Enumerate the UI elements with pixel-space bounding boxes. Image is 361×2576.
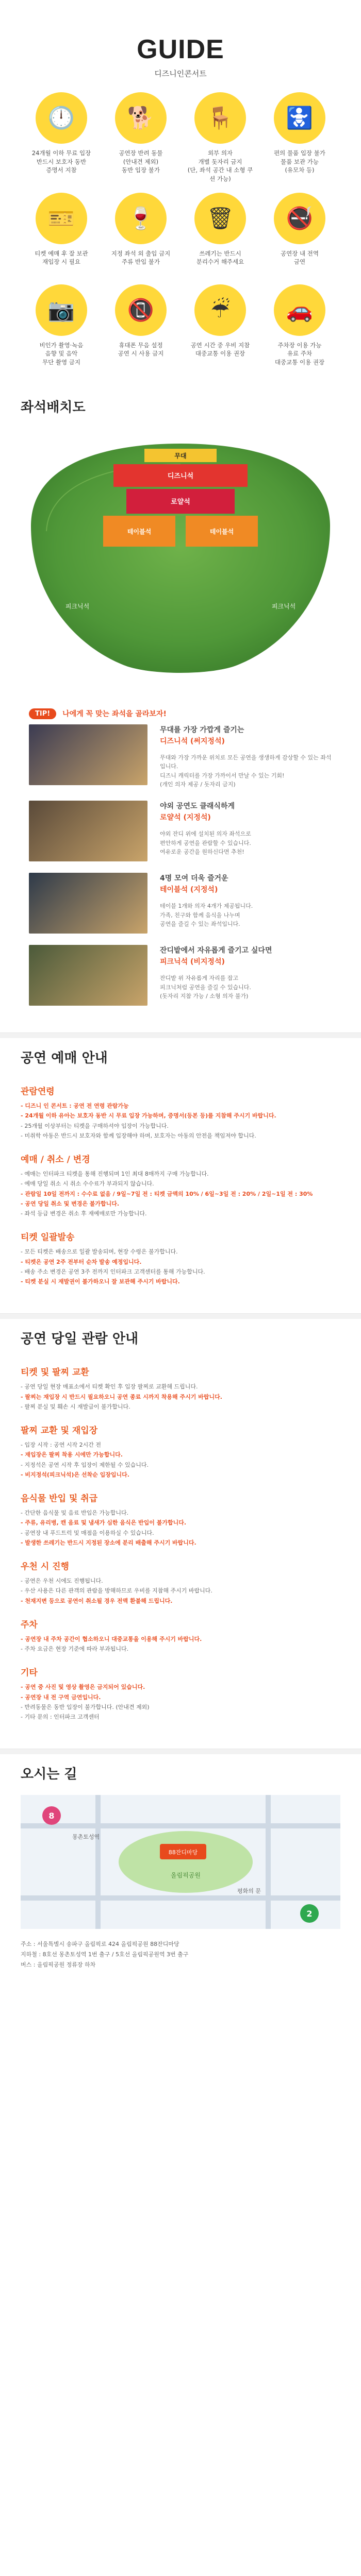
section-divider	[0, 1313, 361, 1319]
onsite-section	[0, 1319, 361, 1749]
notice-block	[21, 1665, 340, 1722]
tip-badge: TIP!	[29, 708, 56, 719]
parking-icon: 🚗	[274, 284, 325, 336]
notice-line: - 공연장 내 주차 공간이 협소하오니 대중교통을 이용해 주시기 바랍니다.	[21, 1635, 202, 1642]
notice-block-title: 팔찌 교환 및 재입장	[21, 1426, 98, 1436]
notice-line: - 25개월 이상부터는 티켓을 구매하셔야 입장이 가능합니다.	[21, 1122, 169, 1129]
notice-block-title: 티켓 일괄발송	[21, 1232, 75, 1243]
section-divider	[0, 1749, 361, 1754]
guide-icon-label: 티켓 예매 후 잘 보관 재입장 시 필요	[35, 249, 88, 266]
tip-description: 야외 잔디 위에 설치된 의자 좌석으로 편안하게 공연을 관람할 수 있습니다. 여유로운 공간을 원하신다면 추천!	[160, 831, 251, 856]
tip-kicker: 야외 공연도 클래식하게	[160, 802, 235, 811]
notice-line: - 티켓 분실 시 재발권이 불가하오니 잘 보관해 주시기 바랍니다.	[21, 1278, 180, 1285]
directions-map	[21, 1795, 340, 1929]
guide-icon-item	[266, 193, 333, 275]
tip-kicker: 4명 모여 더욱 즐거운	[160, 874, 228, 883]
picnic-left-label: 피크닉석	[65, 602, 90, 610]
tip-item	[29, 945, 332, 1006]
notice-line: - 공연은 우천 시에도 진행됩니다.	[21, 1578, 103, 1585]
notice-line: - 반려동물은 동반 입장이 불가합니다. (안내견 제외)	[21, 1703, 150, 1710]
notice-line: - 주차 요금은 현장 기준에 따라 부과됩니다.	[21, 1646, 129, 1653]
guide-icon-item	[107, 92, 174, 183]
notice-line: - 입장 시작 : 공연 시작 2시간 전	[21, 1442, 102, 1449]
guide-icon-item	[187, 193, 254, 275]
notice-line: - 관람일 10일 전까지 : 수수료 없음 / 9일~7일 전 : 티켓 금액의 10% / 6일~3일 전 : 20% / 2일~1일 전 : 30%	[21, 1190, 313, 1197]
guide-icon-item	[107, 284, 174, 367]
no-pet-icon: 🐕	[115, 92, 167, 144]
seat-map	[0, 423, 361, 701]
seat-section-title: 좌석배치도	[21, 399, 86, 415]
notice-line: - 배송 주소 변경은 공연 3주 전까지 인터파크 고객센터를 통해 가능합니다.	[21, 1268, 205, 1275]
venue-label: 88잔디마당	[168, 1849, 198, 1856]
seat-section	[0, 387, 361, 1032]
notice-line: - 우산 사용은 다른 관객의 관람을 방해하므로 우비를 지참해 주시기 바랍니다.	[21, 1587, 212, 1595]
directions-line: 지하철 : 8호선 몽촌토성역 1번 출구 / 5호선 올림픽공원역 3번 출구	[21, 1951, 189, 1958]
guide-icon-item	[107, 193, 174, 275]
notice-line: - 공연 당일 취소 및 변경은 불가합니다.	[21, 1200, 120, 1207]
tip-body	[160, 801, 251, 861]
notice-line: - 공연장 내 푸드트럭 및 매점을 이용하실 수 있습니다.	[21, 1529, 154, 1536]
booking-section	[0, 1038, 361, 1313]
notice-block-title: 관람연령	[21, 1087, 55, 1097]
tip-seat-name: 테이블석 (지정석)	[160, 886, 218, 894]
guide-icon-label: 휴대폰 무음 설정 공연 시 사용 금지	[118, 341, 164, 358]
notice-line: - 티켓은 공연 2주 전부터 순차 발송 예정입니다.	[21, 1258, 142, 1265]
notice-line: - 비지정석(피크닉석)은 선착순 입장입니다.	[21, 1471, 129, 1478]
notice-line: - 공연 당일 현장 매표소에서 티켓 확인 후 입장 팔찌로 교환해 드립니다.	[21, 1383, 198, 1391]
booking-title: 공연 예매 안내	[21, 1050, 108, 1066]
notice-line: - 예매 당일 취소 시 취소 수수료가 부과되지 않습니다.	[21, 1180, 154, 1188]
tip-body	[160, 873, 253, 934]
tip-row	[0, 701, 361, 724]
notice-block	[21, 1423, 340, 1480]
tip-seat-name: 로얄석 (지정석)	[160, 814, 211, 822]
tip-photo	[29, 945, 147, 1006]
notice-line: - 발생한 쓰레기는 반드시 지정된 장소에 분리 배출해 주시기 바랍니다.	[21, 1539, 196, 1546]
tip-body	[160, 945, 272, 1006]
guide-icon-label: 편의 물품 입장 불가 물품 보관 가능 (유모차 등)	[274, 149, 325, 174]
guide-icon-item	[28, 284, 95, 367]
notice-block-title: 티켓 및 팔찌 교환	[21, 1367, 89, 1378]
directions-title: 오시는 길	[21, 1767, 77, 1783]
gate-label: 평화의 문	[237, 1888, 261, 1895]
no-smoking-icon: 🚭	[274, 193, 325, 244]
tip-text: 나에게 꼭 맞는 좌석을 골라보자!	[62, 710, 167, 719]
notice-line: - 미취학 아동은 반드시 보호자와 함께 입장해야 하며, 보호자는 아동의 안전을 책임져야 합니다.	[21, 1132, 256, 1139]
tip-photo	[29, 873, 147, 934]
notice-line: - 24개월 이하 유아는 보호자 동반 시 무료 입장 가능하며, 증명서(등본 등)를 지참해 주시기 바랍니다.	[21, 1112, 276, 1120]
no-camera-icon: 📷	[36, 284, 87, 336]
notice-block	[21, 1491, 340, 1548]
directions-info	[0, 1931, 361, 1990]
notice-block	[21, 1617, 340, 1654]
clock-24-icon: 🕛	[36, 92, 87, 144]
station-label: 몽촌토성역	[72, 1834, 100, 1841]
directions-line: 버스 : 올림픽공원 정류장 하차	[21, 1961, 96, 1968]
park-area	[119, 1831, 253, 1893]
guide-icon-label: 24개월 이하 무료 입장 반드시 보호자 동반 증명서 지참	[31, 149, 91, 174]
guide-icon-grid	[0, 92, 361, 387]
tip-kicker: 잔디밭에서 자유롭게 즐기고 싶다면	[160, 946, 272, 955]
tip-body	[160, 724, 332, 789]
onsite-notice	[0, 1354, 361, 1749]
section-divider	[0, 1032, 361, 1038]
tip-item	[29, 801, 332, 861]
notice-line: - 공연장 내 전 구역 금연입니다.	[21, 1693, 101, 1701]
notice-line: - 팔찌 분실 및 훼손 시 재발급이 불가합니다.	[21, 1403, 130, 1410]
guide-icon-label: 외부 의자 개별 돗자리 금지 (단, 좌석 공간 내 소형 쿠션 가능)	[187, 149, 253, 183]
guide-icon-label: 공연장 반려 동물 (안내견 제외) 동반 입장 불가	[119, 149, 163, 174]
notice-line: - 주류, 유리병, 캔 음료 및 냄새가 심한 음식은 반입이 불가합니다.	[21, 1519, 187, 1527]
guide-icon-label: 주차장 이용 가능 유료 주차 대중교통 이용 권장	[274, 341, 325, 366]
notice-line: - 지정석은 공연 시작 후 입장이 제한될 수 있습니다.	[21, 1461, 149, 1468]
guide-icon-item	[28, 193, 95, 275]
notice-block-title: 우천 시 진행	[21, 1562, 69, 1572]
notice-line: - 좌석 등급 변경은 취소 후 재예매로만 가능합니다.	[21, 1210, 147, 1217]
notice-block	[21, 1084, 340, 1141]
notice-line: - 팔찌는 재입장 시 반드시 필요하오니 공연 종료 시까지 착용해 주시기 바랍니다.	[21, 1393, 222, 1400]
guide-subtitle: 디즈니인콘서트	[154, 69, 207, 78]
notice-line: - 디즈니 인 콘서트 : 공연 전 연령 관람가능	[21, 1103, 129, 1110]
ticket-icon: 🎫	[36, 193, 87, 244]
guide-icon-item	[266, 284, 333, 367]
notice-line: - 간단한 음식물 및 음료 반입은 가능합니다.	[21, 1510, 129, 1517]
notice-block	[21, 1365, 340, 1412]
stroller-icon: 🚼	[274, 92, 325, 144]
tip-description: 무대와 가장 가까운 위치로 모든 공연을 생생하게 감상할 수 있는 좌석입니다. 디즈니 캐릭터를 가장 가까이서 만날 수 있는 기회! (개인 의자 제공 / 돗자리 금지)	[160, 754, 332, 788]
tip-description: 테이블 1개와 의자 4개가 제공됩니다. 가족, 친구와 함께 음식을 나누며 공연을 즐길 수 있는 좌석입니다.	[160, 903, 253, 928]
tip-kicker: 무대를 가장 가깝게 즐기는	[160, 725, 244, 734]
seat-map-graphic	[0, 423, 361, 701]
notice-block-title: 기타	[21, 1668, 38, 1679]
booking-notice	[0, 1074, 361, 1313]
guide-title: GUIDE	[137, 35, 224, 64]
no-wine-icon: 🍷	[115, 193, 167, 244]
orchestra-label: 디즈니석	[167, 472, 194, 480]
tip-item	[29, 724, 332, 789]
tip-seat-name: 피크닉석 (비지정석)	[160, 958, 225, 967]
guide-icon-label: 비인가 촬영·녹음 음향 및 음악 무단 촬영 금지	[39, 341, 84, 366]
no-phone-icon: 📵	[115, 284, 167, 336]
notice-block	[21, 1230, 340, 1286]
notice-line: - 공연 중 사진 및 영상 촬영은 금지되어 있습니다.	[21, 1684, 145, 1691]
notice-block-title: 주차	[21, 1619, 38, 1630]
picnic-right-label: 피크닉석	[271, 602, 296, 610]
guide-icon-item	[187, 284, 254, 367]
directions-section	[0, 1754, 361, 1990]
vip-label: 로얄석	[171, 498, 190, 506]
guide-icon-label: 쓰레기는 반드시 분리수거 해주세요	[196, 249, 244, 266]
no-trash-icon: 🗑	[194, 193, 246, 244]
table-right-label: 테이블석	[209, 528, 234, 535]
guide-icon-label: 지정 좌석 외 출입 금지 주류 반입 불가	[111, 249, 171, 266]
guide-icon-item	[266, 92, 333, 183]
notice-block	[21, 1152, 340, 1218]
directions-line: 주소 : 서울특별시 송파구 올림픽로 424 올림픽공원 88잔디마당	[21, 1941, 179, 1948]
tip-list	[0, 724, 361, 1032]
notice-block-title: 예매 / 취소 / 변경	[21, 1155, 90, 1165]
tip-item	[29, 873, 332, 934]
notice-line: - 기타 문의 : 인터파크 고객센터	[21, 1714, 100, 1721]
tip-photo	[29, 801, 147, 861]
notice-line: - 모든 티켓은 배송으로 일괄 발송되며, 현장 수령은 불가합니다.	[21, 1248, 178, 1256]
rain-icon: ☔	[194, 284, 246, 336]
park-label: 올림픽공원	[171, 1872, 201, 1879]
line2-label: 2	[306, 1909, 313, 1919]
stage-label: 무대	[174, 452, 187, 460]
notice-line: - 예매는 인터파크 티켓을 통해 진행되며 1인 최대 8매까지 구매 가능합니다.	[21, 1171, 209, 1178]
guide-section	[0, 0, 361, 387]
tip-photo	[29, 724, 147, 785]
guide-icon-label: 공연 시간 중 우비 지참 대중교통 이용 권장	[190, 341, 250, 358]
tip-description: 잔디밭 위 자유롭게 자리를 잡고 피크닉처럼 공연을 즐길 수 있습니다. (돗자리 지참 가능 / 소형 의자 불가)	[160, 975, 251, 1000]
guide-icon-item	[187, 92, 254, 183]
tip-seat-name: 디즈니석 (써지정석)	[160, 737, 225, 745]
notice-block	[21, 1559, 340, 1606]
notice-block-title: 음식물 반입 및 취급	[21, 1494, 98, 1504]
line8-label: 8	[48, 1811, 55, 1821]
notice-line: - 천재지변 등으로 공연이 취소될 경우 전액 환불해 드립니다.	[21, 1597, 173, 1604]
guide-header	[0, 0, 361, 92]
guide-icon-label: 공연장 내 전역 금연	[281, 249, 319, 266]
notice-line: - 재입장은 팔찌 착용 시에만 가능합니다.	[21, 1451, 123, 1459]
table-left-label: 테이블석	[127, 528, 152, 535]
guide-icon-item	[28, 92, 95, 183]
no-seat-icon: 🪑	[194, 92, 246, 144]
onsite-title: 공연 당일 관람 안내	[21, 1331, 139, 1347]
